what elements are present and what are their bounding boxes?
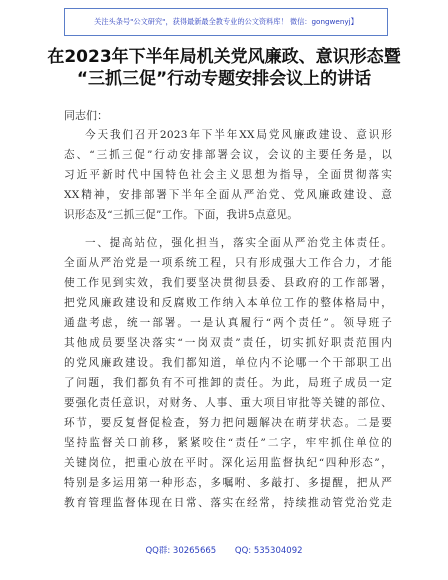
promo-banner-text: 关注头条号"公文研究"，获得最新最全教专业的公文资料库！ 微信：gongwenyj】 [94,17,358,26]
paragraph-2-line-9: 要强化责任意识，对财务、人事、重大项目审批等关键的部位、 [64,397,392,409]
paragraph-2-line-3: 使工作见到实效，我们要坚决贯彻县委、县政府的工作部署， [64,277,392,289]
paragraph-2-line-14: 教育管理监督体现在日常、落实在经常，持续推动管党治党走 [64,497,392,509]
footer-qq: QQ: 535304092 [234,546,303,556]
document-title [20,46,428,90]
paragraph-2-line-10: 环节，要反复督促检查，努力把问题解决在萌芽状态。二是要 [64,417,392,429]
paragraph-2-line-12: 关键岗位，把重心放在平时。深化运用监督执纪“四种形态”， [64,457,392,469]
paragraph-2-line-8: 了问题，我们都负有不可推卸的责任。为此，局班子成员一定 [64,377,392,389]
paragraph-2-line-7: 的党风廉政建设。我们都知道，单位内不论哪一个干部职工出 [64,357,392,369]
paragraph-1-line-5: 识形态及“三抓三促”工作。下面，我讲5点意见。 [64,209,299,221]
paragraph-1-line-3: 习近平新时代中国特色社会主义思想为指导，全面贯彻落实 [64,169,392,181]
paragraph-1-line-1: 今天我们召开2023年下半年XX局党风廉政建设、意识形 [85,129,392,141]
promo-banner [64,8,388,36]
paragraph-1-line-4: XX精神，安排部署下半年全面从严治党、党风廉政建设、意 [64,189,392,201]
paragraph-gap [64,225,392,233]
title-line-2: “三抓三促”行动专题安排会议上的讲话 [76,69,372,89]
page-footer [0,544,448,556]
paragraph-1-line-2: 态、“三抓三促”行动安排部署会议，会议的主要任务是，以 [64,149,392,161]
paragraph-2-line-5: 通盘考虑，统一部署。一是认真履行“两个责任”。领导班子 [64,317,392,329]
document-body [64,125,392,513]
paragraph-2-line-4: 把党风廉政建设和反腐败工作纳入本单位工作的整体格局中， [64,297,392,309]
paragraph-2-line-2: 全面从严治党是一项系统工程，只有形成强大工作合力，才能 [64,257,392,269]
paragraph-2-line-13: 特别是多运用第一种形态，多嘱咐、多敲打、多提醒，把从严 [64,477,392,489]
salutation: 同志们： [64,109,108,122]
footer-qq-group: QQ群: 30265665 [145,546,217,556]
paragraph-2-line-6: 其他成员要坚决落实“一岗双责”责任，切实抓好职责范围内 [64,337,392,349]
title-line-1: 在2023年下半年局机关党风廉政、意识形态暨 [47,47,401,67]
paragraph-2-line-11: 坚持监督关口前移，紧紧咬住“责任”二字，牢牢抓住单位的 [64,437,392,449]
paragraph-2-line-1: 一、提高站位，强化担当，落实全面从严治党主体责任。 [85,237,392,249]
